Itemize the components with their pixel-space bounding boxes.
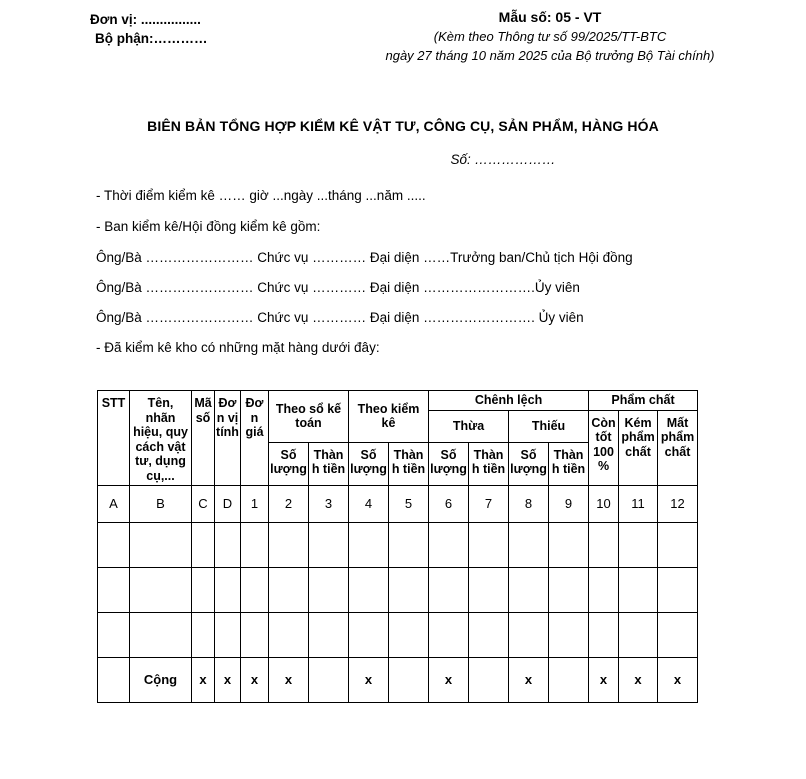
data-cell[interactable]: [469, 613, 509, 658]
data-cell[interactable]: [469, 523, 509, 568]
data-cell[interactable]: [130, 613, 192, 658]
data-cell[interactable]: [509, 568, 549, 613]
col-header-accounting: Theo sổ kế toán: [269, 391, 349, 443]
document-header: [0, 0, 806, 70]
index-cell-9: 9: [549, 486, 589, 523]
department-label: Bộ phận:…………: [95, 31, 208, 46]
col-header-lost-quality: Mất phẩm chất: [658, 410, 698, 486]
total-cell: [389, 658, 429, 703]
data-cell[interactable]: [309, 568, 349, 613]
index-cell-2: 2: [269, 486, 309, 523]
data-cell[interactable]: [389, 523, 429, 568]
total-cell: x: [509, 658, 549, 703]
inventory-intro-line: - Đã kiểm kê kho có những mặt hàng dưới đây:: [96, 340, 380, 355]
circular-line-1: (Kèm theo Thông tư số 99/2025/TT-BTC: [433, 29, 667, 44]
data-cell[interactable]: [269, 568, 309, 613]
total-cell: [549, 658, 589, 703]
col-header-poor-quality: Kém phẩm chất: [619, 410, 658, 486]
committee-heading: - Ban kiểm kê/Hội đồng kiểm kê gồm:: [96, 219, 321, 234]
index-cell-5: 5: [389, 486, 429, 523]
col-header-name: Tên, nhãn hiệu, quy cách vật tư, dụng cụ,...: [130, 391, 192, 486]
data-cell[interactable]: [215, 568, 241, 613]
form-reference-block: [330, 8, 770, 65]
data-cell[interactable]: [429, 568, 469, 613]
col-header-code: Mã số: [192, 391, 215, 486]
data-cell[interactable]: [309, 613, 349, 658]
data-cell[interactable]: [589, 568, 619, 613]
data-cell[interactable]: [658, 568, 698, 613]
col-header-quality: Phẩm chất: [589, 391, 698, 411]
data-cell[interactable]: [215, 523, 241, 568]
total-cell: x: [349, 658, 389, 703]
data-cell[interactable]: [549, 568, 589, 613]
total-cell: x: [192, 658, 215, 703]
total-row: [98, 658, 698, 703]
inventory-table-body: [98, 486, 698, 703]
index-cell-12: 12: [658, 486, 698, 523]
data-cell[interactable]: [309, 523, 349, 568]
circular-line-2: ngày 27 tháng 10 năm 2025 của Bộ trưởng Bộ Tài chính): [385, 48, 715, 63]
column-index-row: [98, 486, 698, 523]
data-cell[interactable]: [98, 523, 130, 568]
data-cell[interactable]: [389, 568, 429, 613]
col-header-counted-qty: Số lượng: [349, 442, 389, 485]
col-header-surplus-amount: Thành tiền: [469, 442, 509, 485]
index-cell-7: 7: [469, 486, 509, 523]
data-cell[interactable]: [589, 613, 619, 658]
committee-member-1: Ông/Bà …………………… Chức vụ ………… Đại diện ……Trưởng ban/Chủ tịch Hội đồng: [96, 250, 633, 265]
col-header-shortage-qty: Số lượng: [509, 442, 549, 485]
data-cell[interactable]: [98, 613, 130, 658]
committee-member-2: Ông/Bà …………………… Chức vụ ………… Đại diện …………………….Ủy viên: [96, 280, 580, 295]
data-cell[interactable]: [349, 613, 389, 658]
index-cell-6: 6: [429, 486, 469, 523]
data-cell[interactable]: [658, 523, 698, 568]
col-header-counted-amount: Thành tiền: [389, 442, 429, 485]
form-number: Mẫu số: 05 - VT: [498, 9, 602, 25]
page-title: BIÊN BẢN TỔNG HỢP KIỂM KÊ VẬT TƯ, CÔNG CỤ, SẢN PHẨM, HÀNG HÓA: [147, 118, 659, 134]
total-cell: x: [215, 658, 241, 703]
index-cell-11: 11: [619, 486, 658, 523]
col-header-accounting-amount: Thành tiền: [309, 442, 349, 485]
col-header-accounting-qty: Số lượng: [269, 442, 309, 485]
col-header-price: Đơn giá: [241, 391, 269, 486]
index-cell-3: 3: [309, 486, 349, 523]
total-cell: x: [589, 658, 619, 703]
col-header-stt: STT: [98, 391, 130, 486]
data-cell[interactable]: [549, 613, 589, 658]
col-header-counted: Theo kiểm kê: [349, 391, 429, 443]
data-cell[interactable]: [619, 523, 658, 568]
data-cell[interactable]: [241, 568, 269, 613]
table-header-row-1: [98, 391, 698, 411]
data-cell[interactable]: [192, 568, 215, 613]
data-cell[interactable]: [509, 523, 549, 568]
data-cell[interactable]: [269, 523, 309, 568]
data-cell[interactable]: [98, 568, 130, 613]
total-cell: x: [658, 658, 698, 703]
col-header-surplus-qty: Số lượng: [429, 442, 469, 485]
data-cell[interactable]: [215, 613, 241, 658]
data-cell[interactable]: [429, 613, 469, 658]
total-cell: [309, 658, 349, 703]
index-cell-10: 10: [589, 486, 619, 523]
total-cell: x: [619, 658, 658, 703]
total-label-cell: Cộng: [130, 658, 192, 703]
data-cell[interactable]: [429, 523, 469, 568]
index-cell-4: 4: [349, 486, 389, 523]
total-cell: x: [269, 658, 309, 703]
committee-member-3: Ông/Bà …………………… Chức vụ ………… Đại diện ……………………. Ủy viên: [96, 310, 584, 325]
data-cell[interactable]: [192, 613, 215, 658]
col-header-unit: Đơn vị tính: [215, 391, 241, 486]
inventory-time-line: - Thời điểm kiểm kê …… giờ ...ngày ...tháng ...năm .....: [96, 188, 426, 203]
index-cell-B: B: [130, 486, 192, 523]
data-cell[interactable]: [658, 613, 698, 658]
data-cell[interactable]: [469, 568, 509, 613]
table-row[interactable]: [98, 613, 698, 658]
index-cell-D: D: [215, 486, 241, 523]
col-header-shortage-amount: Thành tiền: [549, 442, 589, 485]
data-cell[interactable]: [619, 613, 658, 658]
data-cell[interactable]: [349, 568, 389, 613]
index-cell-8: 8: [509, 486, 549, 523]
total-cell: x: [429, 658, 469, 703]
data-cell[interactable]: [389, 613, 429, 658]
data-cell[interactable]: [130, 523, 192, 568]
unit-info-block: [90, 10, 208, 48]
table-row[interactable]: [98, 568, 698, 613]
data-cell[interactable]: [509, 613, 549, 658]
col-header-shortage: Thiếu: [509, 410, 589, 442]
table-row[interactable]: [98, 523, 698, 568]
col-header-surplus: Thừa: [429, 410, 509, 442]
inventory-table-wrapper: [97, 390, 697, 703]
index-cell-1: 1: [241, 486, 269, 523]
data-cell[interactable]: [269, 613, 309, 658]
col-header-difference: Chênh lệch: [429, 391, 589, 411]
data-cell[interactable]: [549, 523, 589, 568]
total-cell: [98, 658, 130, 703]
data-cell[interactable]: [130, 568, 192, 613]
index-cell-C: C: [192, 486, 215, 523]
data-cell[interactable]: [589, 523, 619, 568]
total-cell: [469, 658, 509, 703]
index-cell-A: A: [98, 486, 130, 523]
data-cell[interactable]: [192, 523, 215, 568]
inventory-table: [97, 390, 698, 703]
total-cell: x: [241, 658, 269, 703]
col-header-good-quality: Còn tốt 100 %: [589, 410, 619, 486]
data-cell[interactable]: [349, 523, 389, 568]
unit-label: Đơn vị: ................: [90, 12, 201, 27]
document-number: Số: ………………: [450, 152, 556, 167]
data-cell[interactable]: [241, 613, 269, 658]
data-cell[interactable]: [241, 523, 269, 568]
data-cell[interactable]: [619, 568, 658, 613]
form-body-text: [96, 188, 756, 371]
